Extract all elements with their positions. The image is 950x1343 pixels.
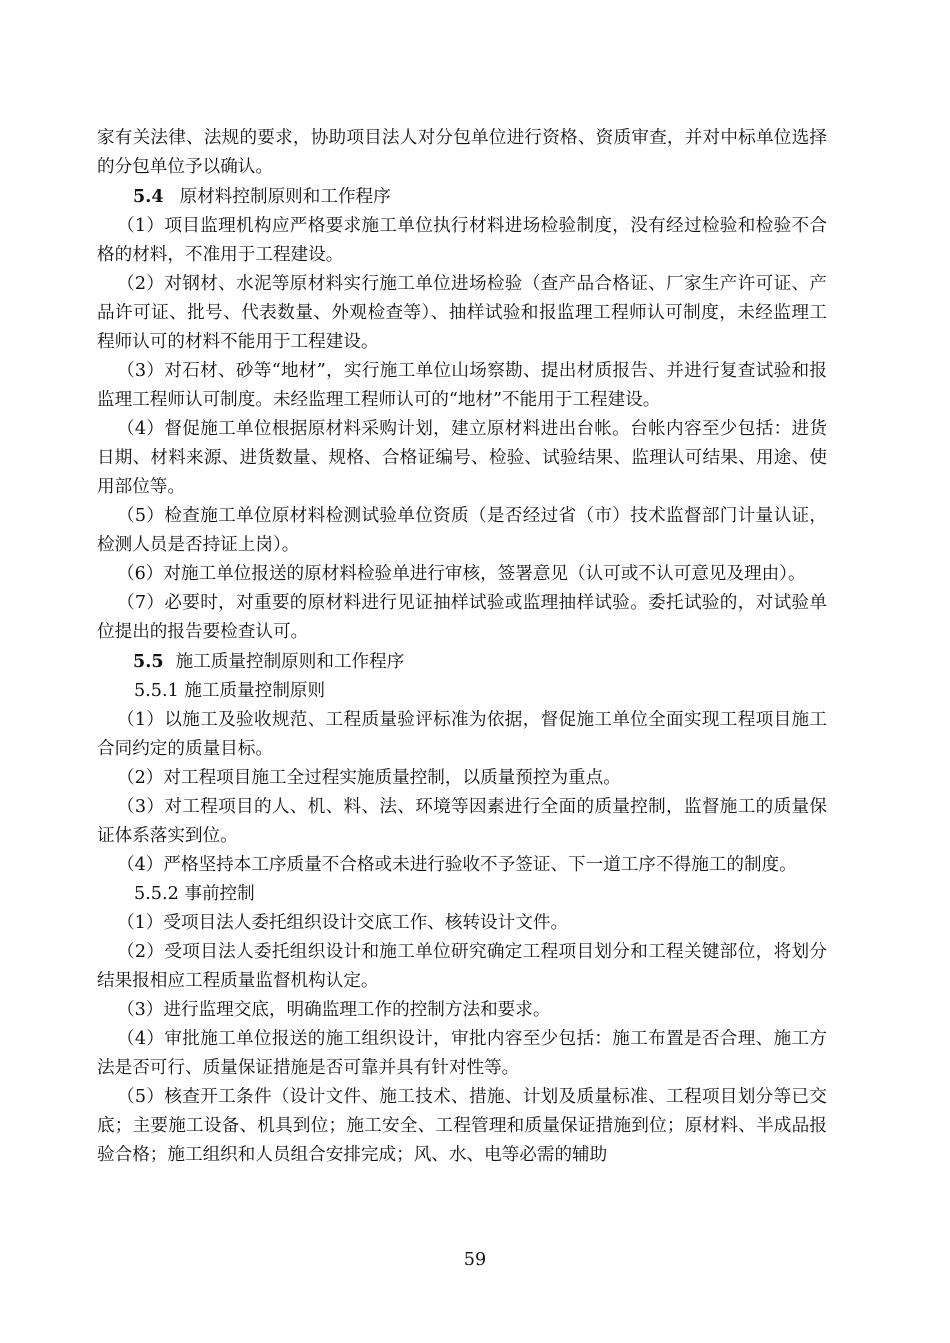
section-number-5-4: 5.4 bbox=[133, 186, 164, 207]
subsection-heading-5-5-2: 5.5.2 事前控制 bbox=[134, 884, 255, 904]
list-item-5-4-7: （7）必要时，对重要的原材料进行见证抽样试验或监理抽样试验。委托试验的，对试验单位提出的报告要检查认可。 bbox=[97, 593, 827, 642]
list-item-5-5-2-4: （4）审批施工单位报送的施工组织设计，审批内容至少包括：施工布置是否合理、施工方法是否可行、质量保证措施是否可靠并具有针对性等。 bbox=[97, 1029, 827, 1078]
list-item-5-4-1: （1）项目监理机构应严格要求施工单位执行材料进场检验制度，没有经过检验和检验不合格的材料，不准用于工程建设。 bbox=[97, 216, 827, 265]
section-heading-5-5 bbox=[97, 647, 827, 677]
list-item-5-5-2-2: （2）受项目法人委托组织设计和施工单位研究确定工程项目划分和工程关键部位，将划分结果报相应工程质量监督机构认定。 bbox=[97, 942, 827, 991]
subsection-heading-5-5-1: 5.5.1 施工质量控制原则 bbox=[134, 681, 326, 701]
list-item-5-5-1-3: （3）对工程项目的人、机、料、法、环境等因素进行全面的质量控制，监督施工的质量保证体系落实到位。 bbox=[97, 797, 827, 846]
list-item-5-4-5: （5）检查施工单位原材料检测试验单位资质（是否经过省（市）技术监督部门计量认证，检测人员是否持证上岗）。 bbox=[97, 506, 827, 555]
list-item-5-4-2: （2）对钢材、水泥等原材料实行施工单位进场检验（查产品合格证、厂家生产许可证、产品许可证、批号、代表数量、外观检查等）、抽样试验和报监理工程师认可制度，未经监理工程师认可的材料不能用于工程建设。 bbox=[97, 274, 827, 352]
list-item-5-4-4: （4）督促施工单位根据原材料采购计划，建立原材料进出台帐。台帐内容至少包括：进货日期、材料来源、进货数量、规格、合格证编号、检验、试验结果、监理认可结果、用途、使用部位等。 bbox=[97, 419, 827, 497]
page-number: 59 bbox=[463, 1250, 487, 1270]
list-item-5-4-3: （3）对石材、砂等“地材”，实行施工单位山场察勘、提出材质报告、并进行复查试验和报监理工程师认可制度。未经监理工程师认可的“地材”不能用于工程建设。 bbox=[97, 361, 827, 410]
list-item-5-5-2-5: （5）核查开工条件（设计文件、施工技术、措施、计划及质量标准、工程项目划分等已交底；主要施工设备、机具到位；施工安全、工程管理和质量保证措施到位；原材料、半成品报验合格；施工组织和人员组合安排完成；风、水、电等必需的辅助 bbox=[97, 1087, 827, 1165]
section-heading-5-4 bbox=[97, 182, 827, 212]
list-item-5-5-1-4: （4）严格坚持本工序质量不合格或未进行验收不予签证、下一道工序不得施工的制度。 bbox=[117, 855, 797, 875]
section-title-5-5: 施工质量控制原则和工作程序 bbox=[175, 652, 405, 672]
list-item-5-5-1-2: （2）对工程项目施工全过程实施质量控制，以质量预控为重点。 bbox=[117, 768, 621, 788]
list-item-5-5-1-1: （1）以施工及验收规范、工程质量验评标准为依据，督促施工单位全面实现工程项目施工合同约定的质量目标。 bbox=[97, 710, 827, 759]
list-item-5-4-6: （6）对施工单位报送的原材料检验单进行审核，签署意见（认可或不认可意见及理由）。 bbox=[117, 564, 806, 584]
section-title-5-4: 原材料控制原则和工作程序 bbox=[179, 187, 391, 207]
list-item-5-5-2-1: （1）受项目法人委托组织设计交底工作、核转设计文件。 bbox=[117, 913, 569, 933]
section-number-5-5: 5.5 bbox=[133, 651, 164, 672]
list-item-5-5-2-3: （3）进行监理交底，明确监理工作的控制方法和要求。 bbox=[117, 1000, 551, 1020]
paragraph-subcontractor-review: 家有关法律、法规的要求，协助项目法人对分包单位进行资格、资质审查，并对中标单位选择的分包单位予以确认。 bbox=[97, 128, 827, 177]
document-page-body bbox=[97, 124, 827, 1170]
